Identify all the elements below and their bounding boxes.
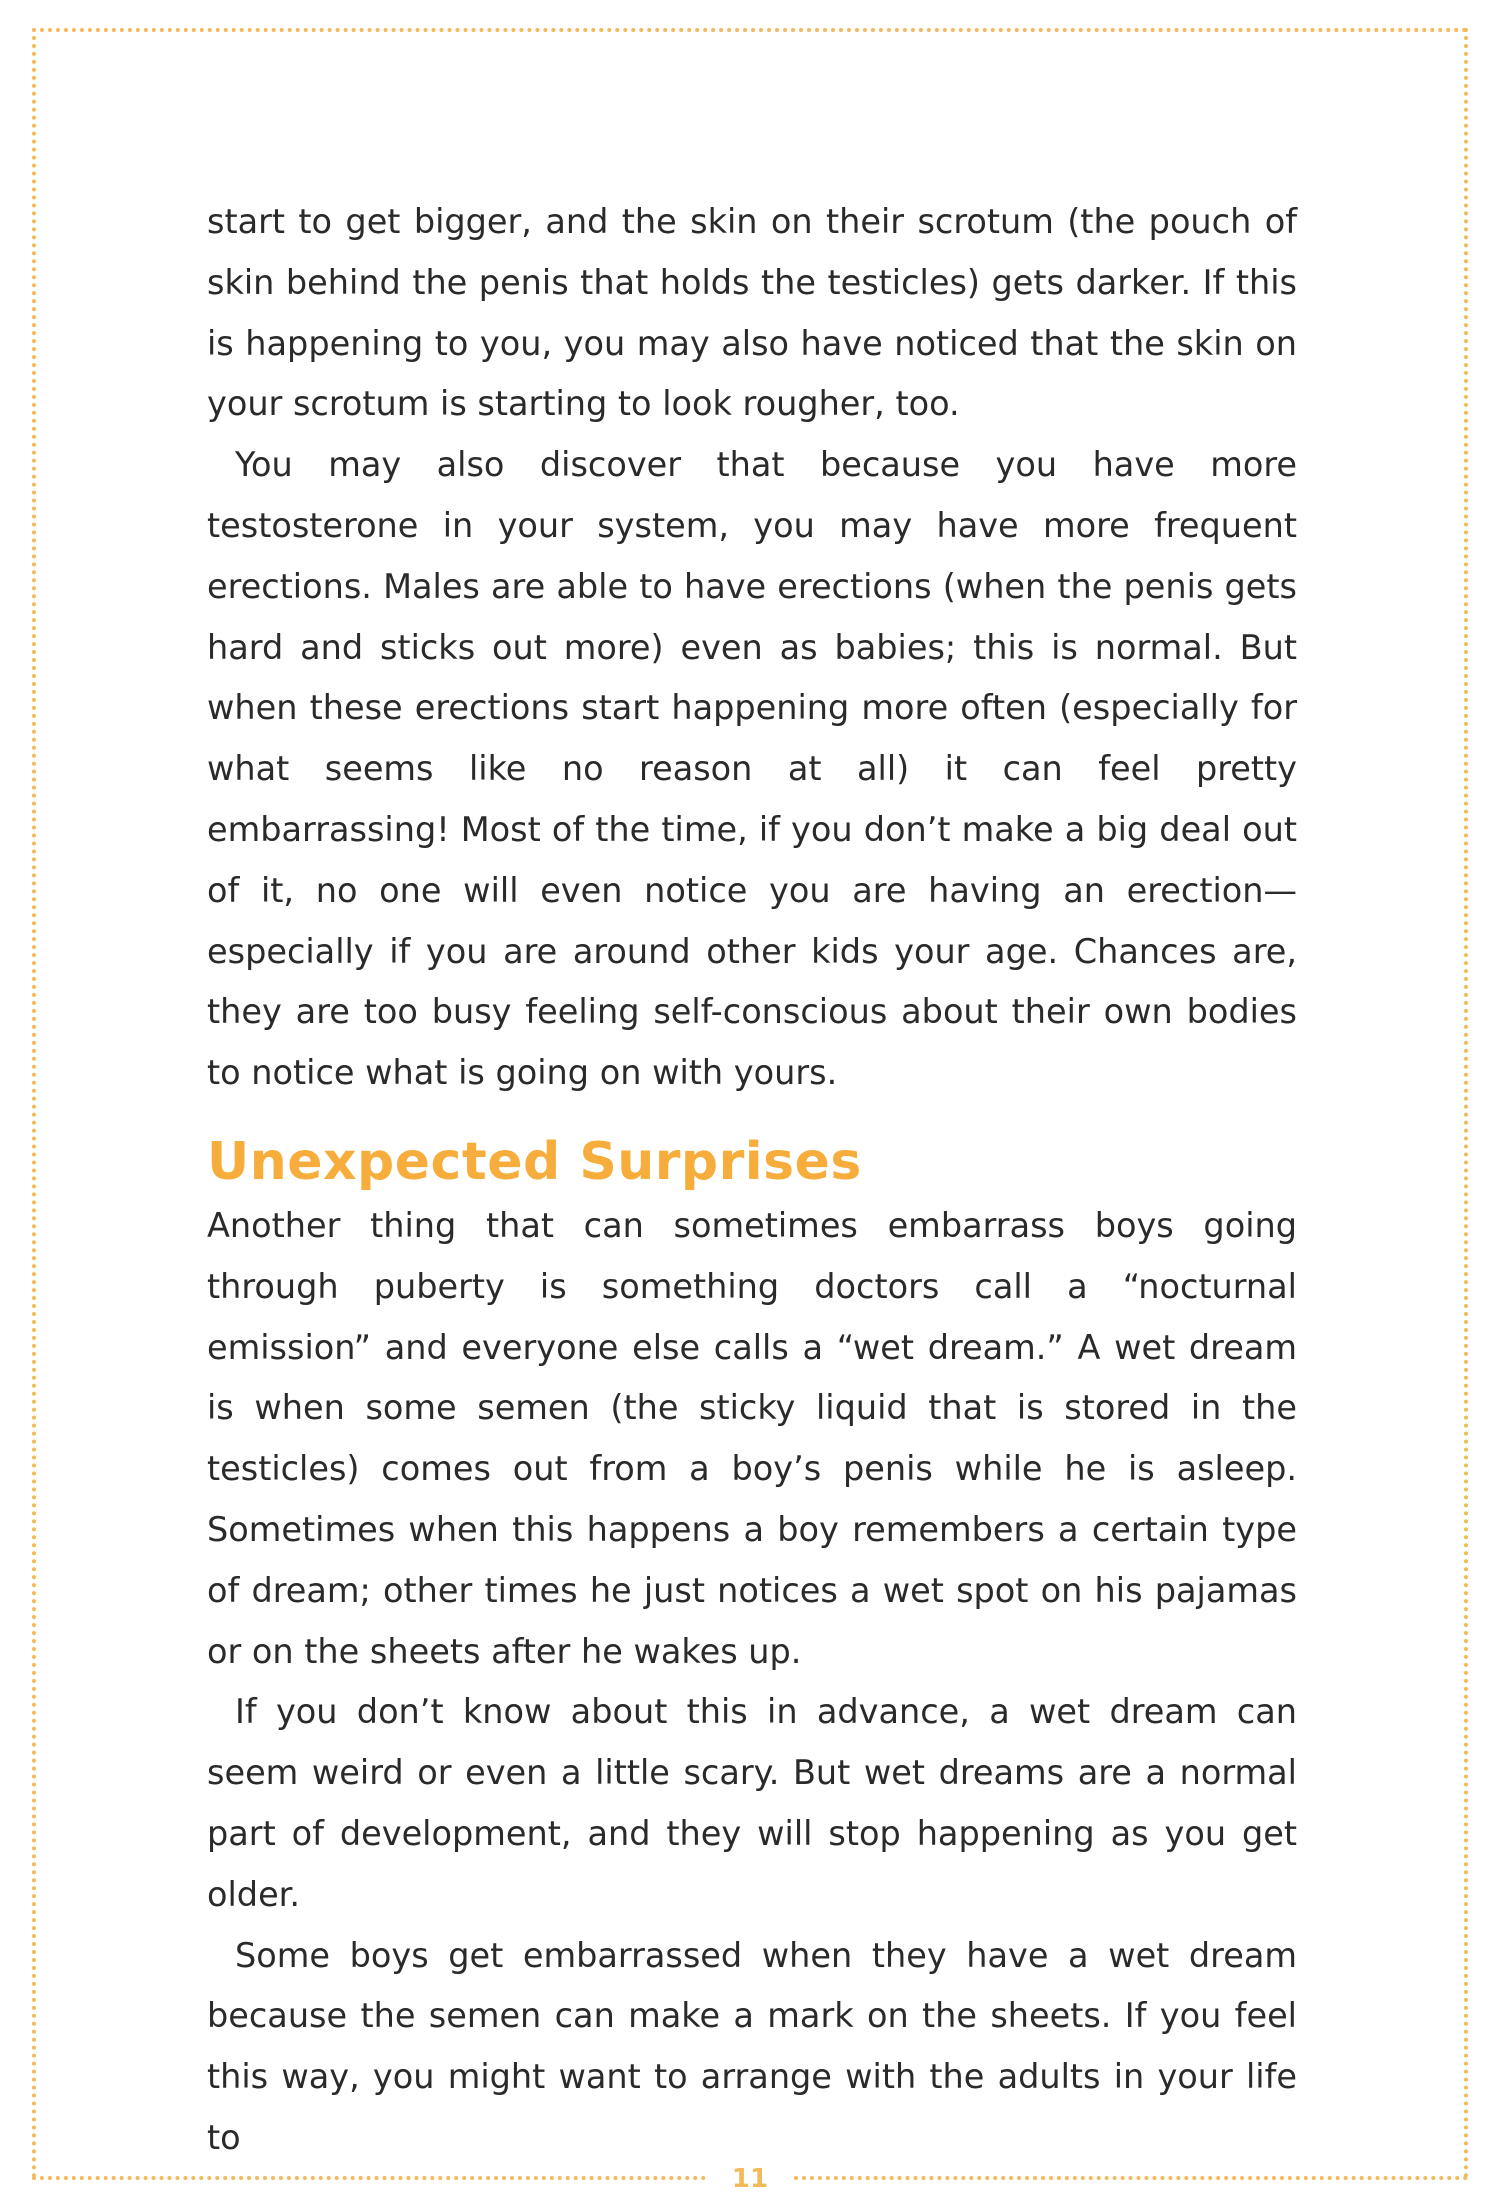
page-border-top xyxy=(32,28,1468,32)
body-paragraph: If you don’t know about this in advance, a wet dream can seem weird or even a little scary. But wet dreams are a normal part of development, and they will stop happening as you get older. xyxy=(207,1692,1297,1914)
page-body xyxy=(207,192,1297,2169)
section-heading: Unexpected Surprises xyxy=(207,1131,862,1192)
body-paragraph: Another thing that can sometimes embarrass boys going through puberty is something doctors call a “nocturnal emission” and everyone else calls a “wet dream.” A wet dream is when some semen (the sticky liquid that is stored in the testicles) comes out from a boy’s penis while he is asleep. Sometimes when this happens a boy remembers a certain type of dream; other times he just notices a wet spot on his pajamas or on the sheets after he wakes up. xyxy=(207,1205,1297,1671)
body-paragraph: start to get bigger, and the skin on their scrotum (the pouch of skin behind the penis that holds the testicles) gets darker. If this is happening to you, you may also have noticed that the skin on your scrotum is starting to look rougher, too. xyxy=(207,202,1297,424)
body-paragraph: You may also discover that because you have more testosterone in your system, you may have more frequent erections. Males are able to have erections (when the penis gets hard and sticks out more) even as babies; this is normal. But when these erections start happening more often (especially for what seems like no reason at all) it can feel pretty embarrassing! Most of the time, if you don’t make a big deal out of it, no one will even notice you are having an erection—especially if you are around other kids your age. Chances are, they are too busy feeling self-conscious about their own bodies to notice what is going on with yours. xyxy=(207,445,1297,1093)
page-number: 11 xyxy=(731,2164,769,2194)
page-border-left xyxy=(32,28,36,2180)
body-paragraph: Some boys get embarrassed when they have a wet dream because the semen can make a mark on the sheets. If you feel this way, you might want to arrange with the adults in your life to xyxy=(207,1935,1297,2157)
page-border-right xyxy=(1464,28,1468,2180)
